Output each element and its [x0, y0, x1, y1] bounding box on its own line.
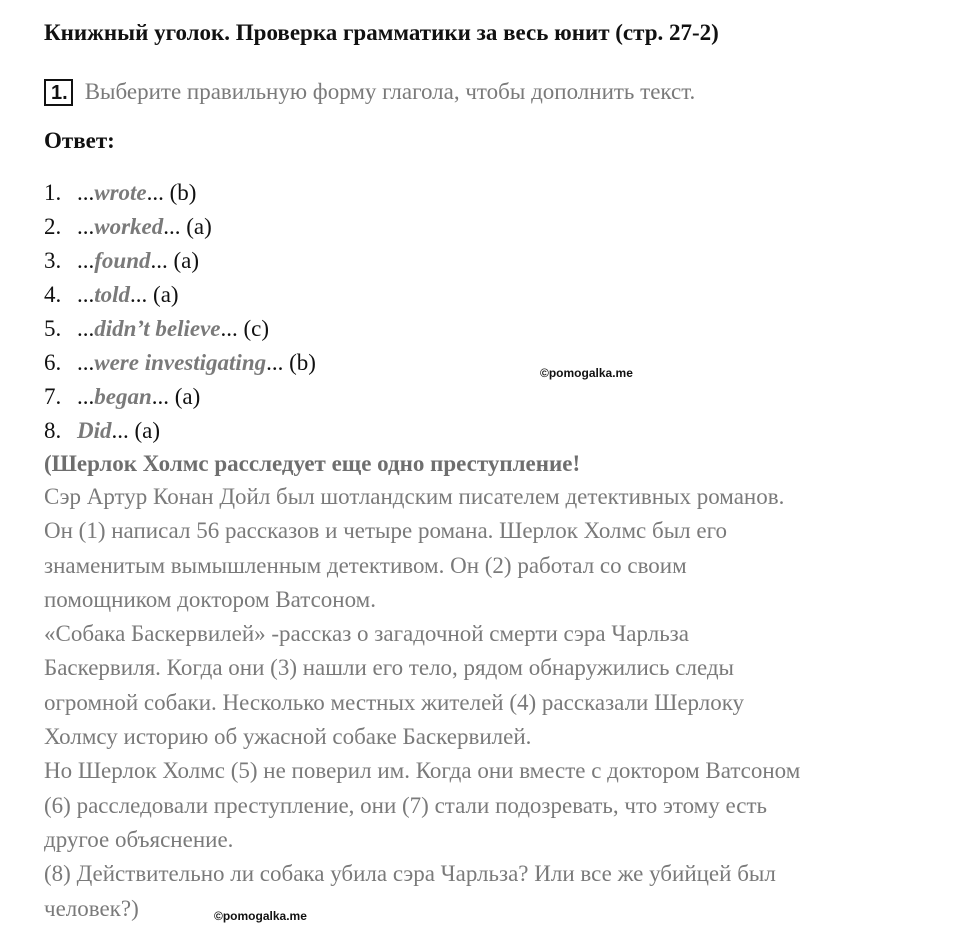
task-header — [44, 76, 934, 108]
answer-number: 6. — [44, 350, 62, 375]
answer-list — [44, 176, 934, 448]
answer-suffix: ... (a) — [111, 418, 161, 443]
task-instruction: Выберите правильную форму глагола, чтобы дополнить текст. — [84, 79, 696, 104]
answer-suffix: ... (a) — [151, 384, 201, 409]
answer-verb: worked — [94, 214, 164, 239]
story-line: Но Шерлок Холмс (5) не поверил им. Когда они вместе с доктором Ватсоном — [44, 758, 801, 784]
answer-number: 1. — [44, 180, 62, 205]
answer-prefix: ... — [77, 248, 95, 273]
answer-suffix: ... (a) — [150, 248, 200, 273]
watermark: ©pomogalka.me — [540, 366, 633, 380]
answer-verb: didn’t believe — [94, 316, 221, 341]
answer-verb: Did — [77, 418, 112, 443]
answer-verb: were investigating — [94, 350, 267, 375]
answer-suffix: ... (a) — [163, 214, 212, 239]
story-title: (Шерлок Холмс расследует еще одно преступление! — [44, 451, 581, 476]
answer-prefix: ... — [77, 384, 95, 409]
story-line: (8) Действительно ли собака убила сэра Чарльза? Или все же убийцей был — [44, 861, 776, 887]
story-line: Он (1) написал 56 рассказов и четыре романа. Шерлок Холмс был его — [44, 518, 727, 544]
story-line: другое объяснение. — [44, 826, 234, 852]
answer-number: 8. — [44, 418, 62, 443]
watermark: ©pomogalka.me — [214, 909, 307, 923]
story-line: знаменитым вымышленным детективом. Он (2) работал со своим — [44, 552, 687, 578]
answer-number: 3. — [44, 248, 62, 273]
story-line: Сэр Артур Конан Дойл был шотландским писателем детективных романов. — [44, 484, 785, 509]
page-title: Книжный уголок. Проверка грамматики за весь юнит (стр. 27-2) — [44, 20, 719, 45]
answer-suffix: ... (a) — [130, 282, 179, 307]
story-line: огромной собаки. Несколько местных жителей (4) рассказали Шерлоку — [44, 689, 745, 715]
answer-label: Ответ: — [44, 128, 115, 153]
answer-item — [44, 244, 934, 278]
answer-item — [44, 414, 934, 448]
answer-verb: wrote — [94, 180, 147, 205]
answer-item — [44, 278, 934, 312]
answer-verb: told — [94, 282, 131, 307]
answer-number: 2. — [44, 214, 62, 239]
story-text — [44, 480, 934, 926]
answer-number: 4. — [44, 282, 62, 307]
answer-prefix: ... — [77, 214, 95, 239]
answer-item — [44, 210, 934, 244]
story-line: Баскервиля. Когда они (3) нашли его тело, рядом обнаружились следы — [44, 655, 734, 681]
answer-verb: found — [94, 248, 151, 273]
answer-suffix: ... (b) — [266, 350, 316, 375]
answer-prefix: ... — [77, 180, 95, 205]
answer-item — [44, 346, 934, 380]
answer-number: 5. — [44, 316, 62, 341]
task-number: 1. — [44, 79, 73, 106]
answer-prefix: ... — [77, 316, 95, 341]
story-line: (6) расследовали преступление, они (7) стали подозревать, что этому есть — [44, 792, 768, 818]
answer-number: 7. — [44, 384, 62, 409]
story-line: «Собака Баскервилей» -рассказ о загадочной смерти сэра Чарльза — [44, 621, 689, 647]
story-line: помощником доктором Ватсоном. — [44, 586, 376, 612]
answer-item — [44, 380, 934, 414]
answer-suffix: ... (b) — [146, 180, 197, 205]
answer-item — [44, 176, 934, 210]
story-line: Холмсу историю об ужасной собаке Баскервилей. — [44, 724, 532, 750]
document-page — [44, 18, 934, 926]
answer-prefix: ... — [77, 350, 95, 375]
answer-prefix: ... — [77, 282, 95, 307]
answer-verb: began — [94, 384, 152, 409]
answer-item — [44, 312, 934, 346]
answer-suffix: ... (c) — [220, 316, 270, 341]
story-line: человек?) — [44, 895, 139, 921]
